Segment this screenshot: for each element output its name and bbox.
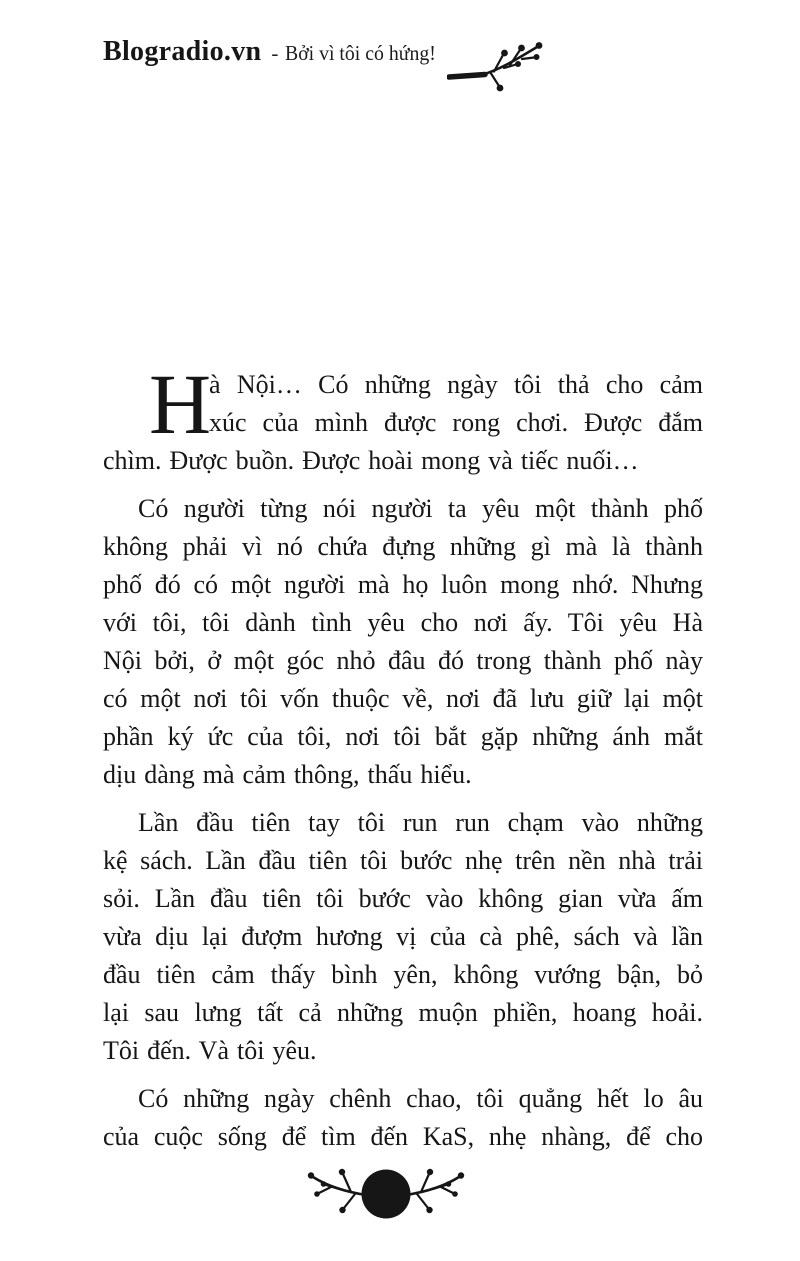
header-tagline: Bởi vì tôi có hứng! bbox=[285, 41, 437, 65]
text-line: Có những ngày chênh chao, tôi quẳng hết lo âu bbox=[138, 1084, 703, 1113]
text-line: xúc của mình được rong chơi. Được đắm bbox=[209, 408, 703, 437]
text-line: sỏi. Lần đầu tiên tôi bước vào không gian vừa ấm bbox=[103, 884, 703, 913]
circle-sprig-ornament-icon bbox=[301, 1163, 471, 1225]
text-line: à Nội… Có những ngày tôi thả cho cảm bbox=[209, 370, 703, 399]
text-line: Nội bởi, ở một góc nhỏ đâu đó trong thành phố này bbox=[103, 646, 703, 675]
brand-logo-text: Blogradio.vn bbox=[103, 36, 262, 67]
dropcap-lines bbox=[209, 366, 703, 442]
text-line: Lần đầu tiên tay tôi run run chạm vào những bbox=[138, 808, 703, 837]
text-line: chìm. Được buồn. Được hoài mong và tiếc nuối… bbox=[103, 446, 639, 475]
dropcap-letter: H bbox=[149, 356, 212, 452]
text-line: Có người từng nói người ta yêu một thành phố bbox=[138, 494, 703, 523]
page-body bbox=[103, 356, 703, 1166]
text-line: phần ký ức của tôi, nơi tôi bắt gặp những ánh mắt bbox=[103, 722, 703, 751]
header-separator: - bbox=[271, 41, 279, 65]
paragraph bbox=[103, 804, 703, 1070]
page-footer bbox=[301, 1163, 471, 1225]
paragraph bbox=[103, 1080, 703, 1156]
text-line: không phải vì nó chứa đựng những gì mà là thành bbox=[103, 532, 703, 561]
branch-sprig-icon bbox=[447, 38, 547, 94]
text-line: với tôi, tôi dành tình yêu cho nơi ấy. Tôi yêu Hà bbox=[103, 608, 703, 637]
dropcap-row bbox=[149, 356, 703, 452]
text-line: vừa dịu lại đượm hương vị của cà phê, sách và lần bbox=[103, 922, 703, 951]
page-header bbox=[103, 36, 547, 92]
text-line: của cuộc sống để tìm đến KaS, nhẹ nhàng, để cho bbox=[103, 1122, 703, 1151]
paragraph bbox=[103, 490, 703, 794]
text-line: lại sau lưng tất cả những muộn phiền, hoang hoải. bbox=[103, 998, 703, 1027]
text-line: có một nơi tôi vốn thuộc về, nơi đã lưu giữ lại một bbox=[103, 684, 703, 713]
text-line: kệ sách. Lần đầu tiên tôi bước nhẹ trên nền nhà trải bbox=[103, 846, 703, 875]
text-line: dịu dàng mà cảm thông, thấu hiểu. bbox=[103, 760, 472, 789]
text-line: Tôi đến. Và tôi yêu. bbox=[103, 1036, 317, 1065]
text-line: phố đó có một người mà họ luôn mong nhớ. Nhưng bbox=[103, 570, 703, 599]
paragraph bbox=[103, 356, 703, 480]
text-line: đầu tiên cảm thấy bình yên, không vướng bận, bỏ bbox=[103, 960, 703, 989]
